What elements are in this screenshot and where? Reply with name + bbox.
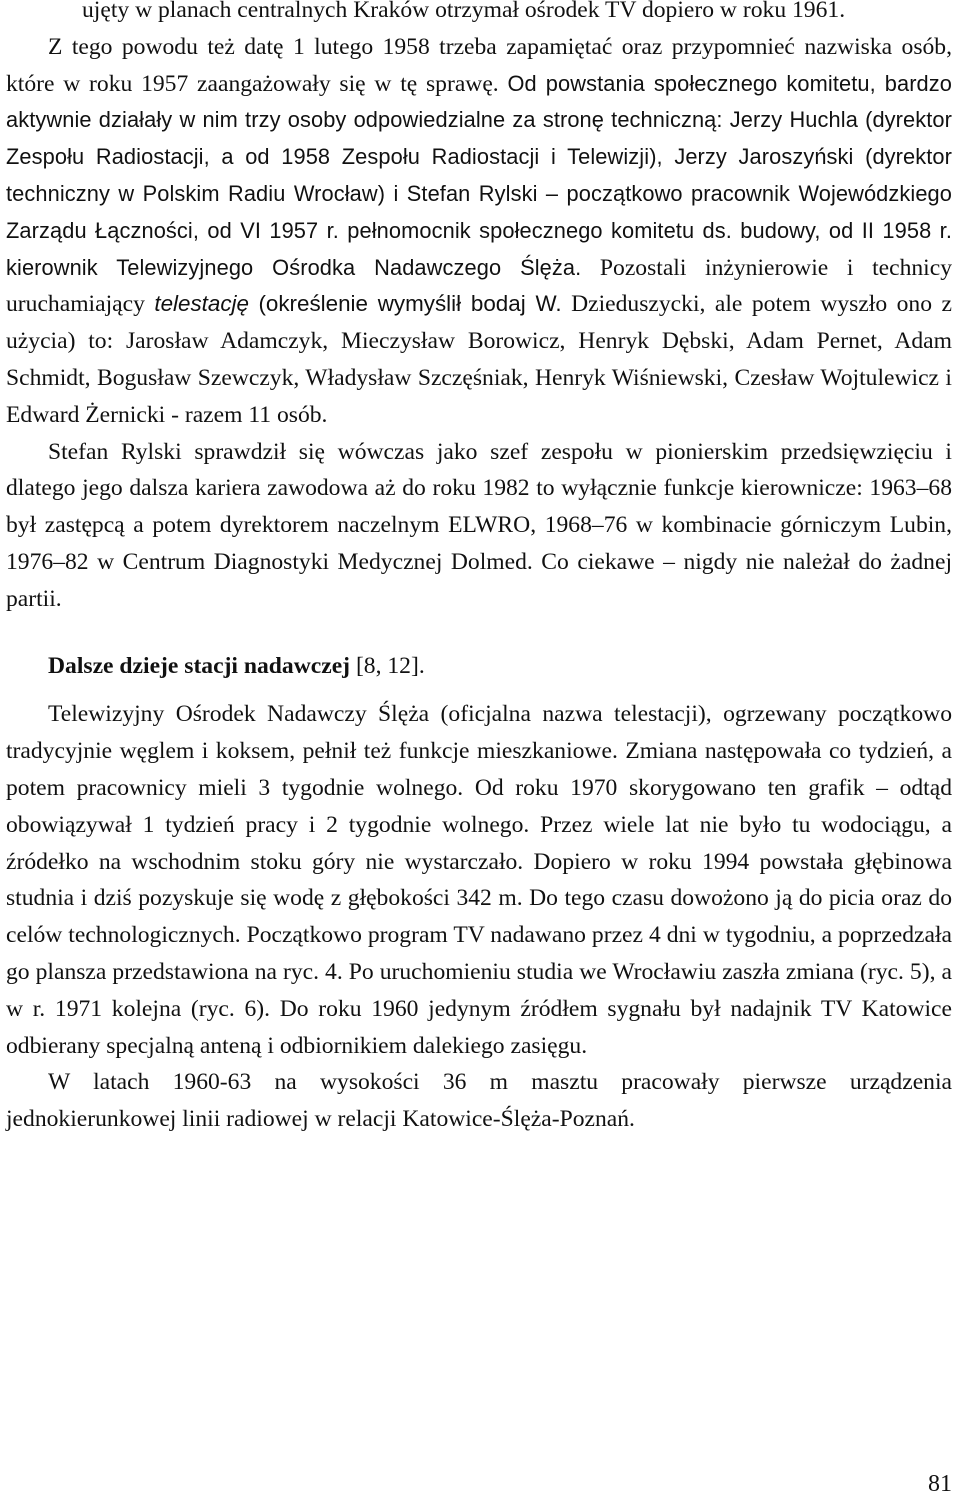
- paragraph-committee: [6, 29, 952, 434]
- section-heading: [6, 648, 952, 685]
- paragraph-rylski-career: [6, 434, 952, 618]
- paragraph-1-part-f: Dzieduszycki, ale potem wyszło ono z użycia) to: Jarosław Adamczyk, Mieczysław Borowicz, Henryk Dębski, Adam Pernet, Adam Schmidt, Bogusław Szewczyk, Władysław Szczęśniak, Henryk Wiśniewski, Czesław Wojtulewicz i Edward Żernicki - razem 11 osób.: [6, 291, 952, 428]
- page-number: 81: [928, 1471, 952, 1497]
- paragraph-4-text: W latach 1960-63 na wysokości 36 m masztu pracowały pierwsze urządzenia jednokierunkowej linii radiowej w relacji Katowice-Ślęża-Poznań.: [6, 1069, 952, 1133]
- paragraph-1-part-c: Pozostali inżynierowie i technicy uruchamiający: [6, 254, 952, 318]
- paragraph-continued: [6, 0, 952, 29]
- paragraph-1-part-a: Z tego powodu też datę 1 lutego 1958 trzeba zapamiętać oraz przypomnieć nazwiska osób, które w roku 1957 zaangażowały się w tę sprawę.: [6, 33, 952, 97]
- paragraph-1-italic-term: telestację: [154, 291, 249, 317]
- section-heading-reference: [8, 12].: [355, 652, 425, 679]
- heading-spacer: [6, 684, 952, 696]
- paragraph-1-part-e: (określenie wymyślił bodaj W.: [258, 291, 562, 317]
- document-page: [6, 0, 952, 1138]
- paragraph-0-text: ujęty w planach centralnych Kraków otrzymał ośrodek TV dopiero w roku 1961.: [82, 0, 846, 23]
- section-heading-title: Dalsze dzieje stacji nadawczej: [48, 652, 351, 679]
- paragraph-2-text: Stefan Rylski sprawdził się wówczas jako szef zespołu w pionierskim przedsięwzięciu i dlatego jego dalsza kariera zawodowa aż do roku 1982 to wyłącznie funkcje kierownicze: 1963–68 był zastępcą a potem dyrektorem naczelnym ELWRO, 1968–76 w kombinacie górniczym Lubin, 1976–82 w Centrum Diagnostyki Medycznej Dolmed. Co ciekawe – nigdy nie należał do żadnej partii.: [6, 438, 952, 612]
- paragraph-3-text: Telewizyjny Ośrodek Nadawczy Ślęża (oficjalna nazwa telestacji), ogrzewany początkowo tradycyjnie węglem i koksem, pełnił też funkcje mieszkaniowe. Zmiana następowała co tydzień, a potem pracownicy mieli 3 tygodnie wolnego. Od roku 1970 skorygowano ten grafik – odtąd obowiązywał 1 tydzień pracy i 2 tygodnie wolnego. Przez wiele lat nie było tu wodociągu, a źródełko na wschodnim stoku góry nie wystarczało. Dopiero w roku 1994 powstała głębinowa studnia i dziś pozyskuje się wodę z głębokości 342 m. Do tego czasu dowożono ją do picia oraz do celów technologicznych. Początkowo program TV nadawano przez 4 dni w tygodniu, a poprzedzała go plansza przedstawiona na ryc. 4. Po uruchomieniu studia we Wrocławiu zaszła zmiana (ryc. 5), a w r. 1971 kolejna (ryc. 6). Do roku 1960 jedynym źródłem sygnału był nadajnik TV Katowice odbierany specjalną anteną i odbiornikiem dalekiego zasięgu.: [6, 701, 952, 1059]
- paragraph-1-part-b: Od powstania społecznego komitetu, bardzo aktywnie działały w nim trzy osoby odpowiedzialne za stronę techniczną: Jerzy Huchla (dyrektor Zespołu Radiostacji, a od 1958 Zespołu Radiostacji i Telewizji), Jerzy Jaroszyński (dyrektor techniczny w Polskim Radiu Wrocław) i Stefan Rylski – początkowo pracownik Wojewódzkiego Zarządu Łączności, od VI 1957 r. pełnomocnik społecznego komitetu ds. budowy, od II 1958 r. kierownik Telewizyjnego Ośrodka Nadawczego Ślęża.: [6, 70, 953, 280]
- paragraph-radio-link: [6, 1064, 952, 1138]
- paragraph-station-history: [6, 696, 952, 1064]
